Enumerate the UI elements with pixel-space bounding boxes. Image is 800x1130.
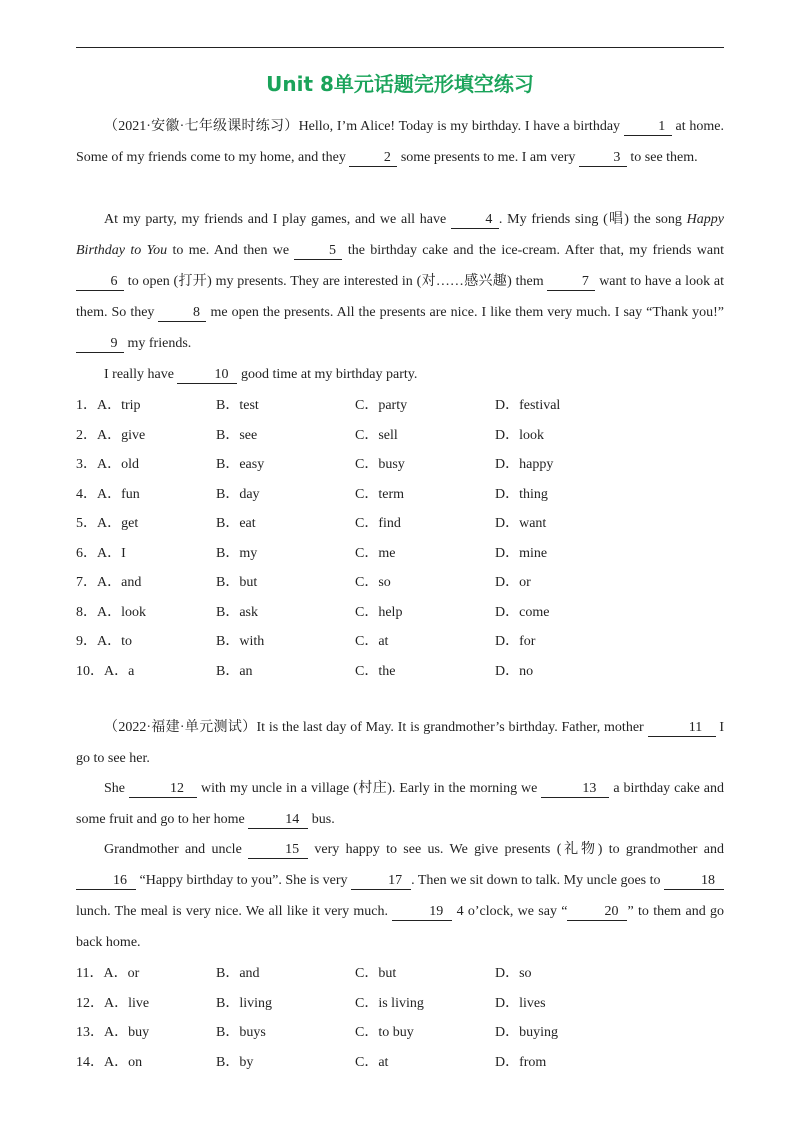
options-list-1 [76, 394, 724, 689]
text: 4 o’clock, we say “ [452, 904, 568, 919]
option-a[interactable]: 8．A．look [76, 604, 146, 620]
text: good time at my birthday party. [237, 367, 418, 382]
option-b[interactable]: B．my [216, 545, 258, 561]
question-options-row [76, 424, 724, 454]
text: the birthday cake and the ice-cream. After that, my friends want [342, 243, 724, 258]
option-d[interactable]: D．look [495, 427, 544, 443]
text: some presents to me. I am very [397, 150, 579, 165]
blank-12[interactable]: 12 [129, 780, 197, 798]
question-options-row [76, 542, 724, 572]
option-d[interactable]: D．want [495, 516, 547, 531]
text: . Then we sit down to talk. My uncle goes to [411, 873, 665, 888]
option-c[interactable]: C．but [355, 966, 397, 981]
question-options-row [76, 483, 724, 513]
option-b[interactable]: B．but [216, 575, 258, 590]
option-d[interactable]: D．buying [495, 1025, 558, 1040]
text: very happy to see us. We give presents (礼物) to grandmother and [308, 842, 724, 857]
option-d[interactable]: D．from [495, 1054, 547, 1070]
option-c[interactable]: C．term [355, 486, 404, 502]
option-a[interactable]: 6．A．I [76, 545, 126, 561]
blank-5[interactable]: 5 [294, 242, 342, 260]
text: to see them. [626, 150, 698, 165]
text: lunch. The meal is very nice. We all like it very much. [76, 904, 393, 919]
text: my friends. [124, 336, 192, 351]
question-options-row [76, 660, 724, 690]
blank-8[interactable]: 8 [158, 304, 206, 322]
text: I really have [104, 367, 178, 382]
option-a[interactable]: 4．A．fun [76, 486, 140, 502]
blank-2[interactable]: 2 [349, 149, 397, 167]
option-a[interactable]: 12．A．live [76, 995, 150, 1011]
option-c[interactable]: C．help [355, 604, 403, 620]
option-a[interactable]: 2．A．give [76, 427, 146, 443]
option-a[interactable]: 13．A．buy [76, 1025, 150, 1040]
header-rule [76, 47, 724, 48]
text: It is the last day of May. It is grandmother’s birthday. Father, mother [256, 720, 648, 735]
passage1-source: （2021·安徽·七年级课时练习） [104, 119, 299, 134]
option-b[interactable]: B．an [216, 663, 253, 679]
option-b[interactable]: B．see [216, 427, 258, 443]
option-a[interactable]: 14．A．on [76, 1054, 143, 1070]
song-title: Happy Birthday to You [76, 212, 724, 258]
text: ” to them and go back home. [76, 904, 725, 950]
option-b[interactable]: B．day [216, 486, 260, 502]
option-c[interactable]: C．to buy [355, 1025, 414, 1040]
blank-9[interactable]: 9 [76, 335, 124, 353]
question-options-row [76, 394, 724, 424]
option-c[interactable]: C．find [355, 516, 401, 531]
question-options-row [76, 1021, 724, 1051]
option-a[interactable]: 9．A．to [76, 634, 132, 649]
passage2-paragraph-3 [76, 834, 724, 958]
blank-4[interactable]: 4 [451, 211, 499, 229]
text: bus. [308, 812, 335, 827]
blank-16[interactable]: 16 [76, 872, 136, 890]
option-d[interactable]: D．so [495, 966, 532, 981]
text: She [104, 781, 129, 796]
option-d[interactable]: D．come [495, 604, 550, 620]
option-a[interactable]: 3．A．old [76, 457, 139, 472]
page-title: Unit 8单元话题完形填空练习 [266, 72, 534, 96]
text: I go to see her. [76, 720, 724, 766]
text: Hello, I’m Alice! Today is my birthday. I have a birthday [298, 119, 624, 134]
option-c[interactable]: C．at [355, 1054, 389, 1070]
option-a[interactable]: 10．A．a [76, 663, 135, 679]
option-d[interactable]: D．mine [495, 545, 548, 561]
option-d[interactable]: D．for [495, 634, 536, 649]
passage2-paragraph-1 [76, 712, 724, 774]
text: At my party, my friends and I play games, and we all have [104, 212, 451, 227]
option-b[interactable]: B．with [216, 634, 265, 649]
question-options-row [76, 601, 724, 631]
option-d[interactable]: D．festival [495, 398, 561, 413]
blank-20[interactable]: 20 [567, 903, 627, 921]
option-a[interactable]: 11．A．or [76, 966, 140, 981]
option-d[interactable]: D．lives [495, 995, 546, 1011]
blank-17[interactable]: 17 [351, 872, 411, 890]
blank-10[interactable]: 10 [177, 366, 237, 384]
option-a[interactable]: 5．A．get [76, 516, 139, 531]
option-c[interactable]: C．me [355, 545, 396, 561]
option-b[interactable]: B．by [216, 1054, 254, 1070]
text: with my uncle in a village (村庄). Early in the morning we [196, 781, 542, 796]
text: a birthday cake and some fruit and go to her home [76, 781, 725, 827]
passage2-source: （2022·福建·单元测试） [104, 720, 257, 735]
question-options-row [76, 453, 724, 483]
blank-6[interactable]: 6 [76, 273, 124, 291]
option-c[interactable]: C．at [355, 634, 389, 649]
blank-18[interactable]: 18 [664, 872, 724, 890]
blank-11[interactable]: 11 [648, 719, 716, 737]
option-c[interactable]: C．so [355, 575, 391, 590]
option-b[interactable]: B．test [216, 398, 259, 413]
text: to me. And then we [167, 243, 295, 258]
text: to open (打开) my presents. They are interested in (对……感兴趣) them [124, 274, 548, 289]
option-b[interactable]: B．and [216, 966, 260, 981]
options-list-2 [76, 962, 724, 1080]
blank-19[interactable]: 19 [392, 903, 452, 921]
question-options-row [76, 1051, 724, 1081]
option-a[interactable]: 1．A．trip [76, 398, 141, 413]
text: me open the presents. All the presents are nice. I like them very much. I say “Thank you!” [206, 305, 725, 320]
option-b[interactable]: B．easy [216, 457, 265, 472]
passage2-paragraph-2 [76, 773, 724, 835]
passage1-paragraph-2 [76, 204, 724, 359]
text: Grandmother and uncle [104, 842, 249, 857]
passage1-paragraph-3 [76, 359, 724, 390]
option-d[interactable]: D．or [495, 575, 531, 590]
blank-15[interactable]: 15 [248, 841, 308, 859]
option-b[interactable]: B．living [216, 995, 273, 1011]
blank-13[interactable]: 13 [541, 780, 609, 798]
text: at home. Some of my friends come to my home, and they [76, 119, 725, 165]
question-options-row [76, 992, 724, 1022]
option-b[interactable]: B．eat [216, 516, 256, 531]
option-b[interactable]: B．buys [216, 1025, 266, 1040]
option-d[interactable]: D．thing [495, 486, 548, 502]
blank-1[interactable]: 1 [624, 118, 672, 136]
option-c[interactable]: C．is living [355, 995, 424, 1011]
option-d[interactable]: D．happy [495, 457, 554, 472]
option-b[interactable]: B．ask [216, 604, 258, 620]
text: “Happy birthday to you”. She is very [136, 873, 352, 888]
question-options-row [76, 512, 724, 542]
blank-3[interactable]: 3 [579, 149, 627, 167]
question-options-row [76, 962, 724, 992]
question-options-row [76, 571, 724, 601]
passage1-paragraph-1 [76, 111, 724, 173]
option-a[interactable]: 7．A．and [76, 575, 142, 590]
option-c[interactable]: C．the [355, 663, 396, 679]
option-c[interactable]: C．party [355, 398, 408, 413]
blank-14[interactable]: 14 [248, 811, 308, 829]
text: want to have a look at them. So they [76, 274, 724, 320]
text: . My friends sing (唱) the song [498, 212, 687, 227]
question-options-row [76, 630, 724, 660]
blank-7[interactable]: 7 [547, 273, 595, 291]
option-d[interactable]: D．no [495, 663, 534, 679]
option-c[interactable]: C．busy [355, 457, 405, 472]
option-c[interactable]: C．sell [355, 427, 398, 443]
